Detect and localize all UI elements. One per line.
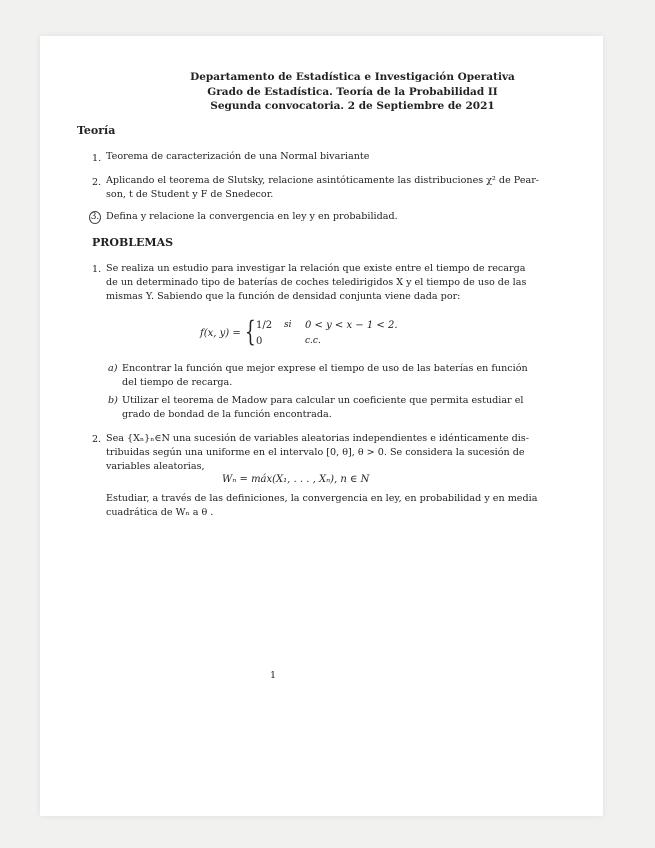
problem-2-line4: Estudiar, a través de las definiciones, la convergencia en ley, en probabilidad y en media xyxy=(106,493,538,504)
teoria-item-3-text: Defina y relacione la convergencia en ley y en probabilidad. xyxy=(106,211,398,222)
exam-header xyxy=(0,70,655,114)
teoria-item-3-num xyxy=(92,211,101,224)
sub-a-label: a) xyxy=(108,363,118,374)
sub-a-line2: del tiempo de recarga. xyxy=(122,377,233,388)
teoria-item-2-num: 2. xyxy=(92,177,102,188)
teoria-item-2-line1: Aplicando el teorema de Slutsky, relacione asintóticamente las distribuciones χ² de Pear- xyxy=(106,175,540,186)
case1-si: si xyxy=(284,320,292,330)
sub-a-line1: Encontrar la función que mejor exprese el tiempo de uso de las baterías en función xyxy=(122,363,528,374)
problem-2-line2: tribuidas según una uniforme en el intervalo [0, θ], θ > 0. Se considera la sucesión de xyxy=(106,447,525,458)
problem-1-line2: de un determinado tipo de baterías de coches teledirigidos X y el tiempo de uso de las xyxy=(106,277,527,288)
max-formula: Wₙ = máx(X₁, . . . , Xₙ), n ∈ N xyxy=(222,474,370,485)
problem-1-line1: Se realiza un estudio para investigar la relación que existe entre el tiempo de recarga xyxy=(106,263,526,274)
problem-2-line1: Sea {Xₙ}ₙ∈N una sucesión de variables aleatorias independientes e idénticamente dis- xyxy=(106,433,529,444)
header-course: Grado de Estadística. Teoría de la Probabilidad II xyxy=(207,85,498,98)
sub-b-label: b) xyxy=(108,395,118,406)
teoria-item-2-line2: son, t de Student y F de Snedecor. xyxy=(106,189,274,200)
sub-b-line2: grado de bondad de la función encontrada. xyxy=(122,409,332,420)
density-formula-lhs: f(x, y) = xyxy=(200,328,241,339)
case2-value: 0 xyxy=(256,336,263,347)
problem-2-line3: variables aleatorias, xyxy=(106,461,205,472)
case2-condition: c.c. xyxy=(305,336,321,346)
case1-value: 1/2 xyxy=(256,320,273,331)
problem-1-line3: mismas Y. Sabiendo que la función de densidad conjunta viene dada por: xyxy=(106,291,461,302)
section-problemas-title: PROBLEMAS xyxy=(92,236,174,249)
teoria-item-1-num: 1. xyxy=(92,153,102,164)
header-date: Segunda convocatoria. 2 de Septiembre de 2021 xyxy=(210,100,495,112)
circled-number: 3. xyxy=(90,212,100,222)
sub-b-line1: Utilizar el teorema de Madow para calcular un coeficiente que permita estudiar el xyxy=(122,395,524,406)
header-department: Departamento de Estadística e Investigación Operativa xyxy=(190,71,515,83)
problem-2-line5: cuadrática de Wₙ a θ . xyxy=(106,507,214,518)
section-teoria-title: Teoría xyxy=(77,124,116,137)
problem-1-num: 1. xyxy=(92,264,102,275)
teoria-item-1-text: Teorema de caracterización de una Normal bivariante xyxy=(106,151,370,162)
problem-2-num: 2. xyxy=(92,434,102,445)
case1-condition: 0 < y < x − 1 < 2. xyxy=(305,320,398,331)
page-number: 1 xyxy=(270,670,277,681)
formula-brace: { xyxy=(245,315,256,348)
